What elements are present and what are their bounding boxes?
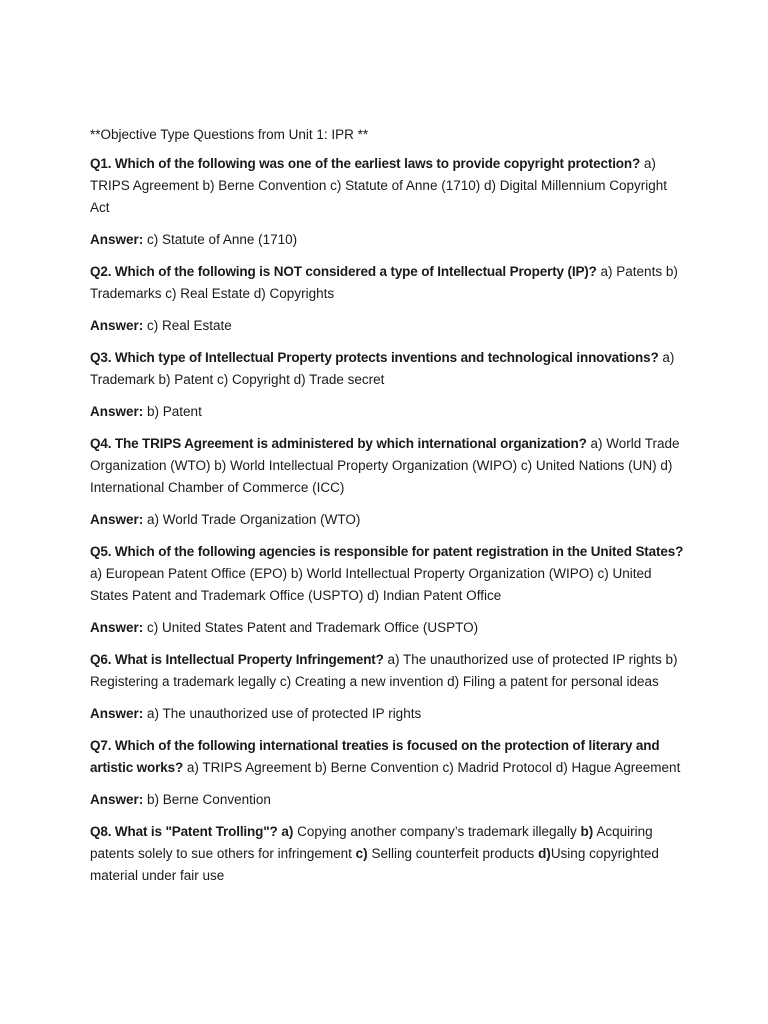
question-text: Q1. Which of the following was one of the earliest laws to provide copyright protection? [90,156,641,171]
answer-text: a) World Trade Organization (WTO) [147,512,361,527]
question-options: a) World Trade Organization (WTO) b) World Intellectual Property Organization (WIPO) c) United Nations (UN) d) International Chamber of Commerce (ICC) [90,436,680,495]
question-text: Q8. What is "Patent Trolling"? [90,824,278,839]
answer-text: b) Patent [147,404,202,419]
answer-text: b) Berne Convention [147,792,271,807]
question-5 [90,541,688,607]
question-2 [90,261,688,305]
answer-label: Answer: [90,620,144,635]
answer-label: Answer: [90,792,144,807]
option-c-text: Selling counterfeit products [371,846,535,861]
answer-3 [90,401,688,423]
answer-1 [90,229,688,251]
question-text: Q6. What is Intellectual Property Infringement? [90,652,384,667]
answer-label: Answer: [90,706,144,721]
answer-4 [90,509,688,531]
question-options: a) Trademark b) Patent c) Copyright d) Trade secret [90,350,675,387]
answer-text: a) The unauthorized use of protected IP rights [147,706,422,721]
answer-label: Answer: [90,318,144,333]
question-text: Q4. The TRIPS Agreement is administered by which international organization? [90,436,587,451]
answer-2 [90,315,688,337]
question-text: Q3. Which type of Intellectual Property protects inventions and technological innovations? [90,350,659,365]
question-7 [90,735,688,779]
question-options: a) TRIPS Agreement b) Berne Convention c) Madrid Protocol d) Hague Agreement [186,760,681,775]
option-d-text: Using copyrighted material under fair use [90,846,659,883]
option-b-text: Acquiring patents solely to sue others for infringement [90,824,653,861]
question-1 [90,153,688,219]
answer-6 [90,703,688,725]
option-c-label: c) [355,846,368,861]
question-options: a) The unauthorized use of protected IP rights b) Registering a trademark legally c) Creating a new invention d) Filing a patent for personal ideas [90,652,678,689]
question-6 [90,649,688,693]
question-options: a) TRIPS Agreement b) Berne Convention c) Statute of Anne (1710) d) Digital Millennium Copyright Act [90,156,668,215]
answer-text: c) Statute of Anne (1710) [147,232,298,247]
option-a-label: a) [281,824,294,839]
option-a-text: Copying another company’s trademark illegally [297,824,577,839]
answer-label: Answer: [90,404,144,419]
question-text: Q5. Which of the following agencies is responsible for patent registration in the United States? [90,544,684,559]
answer-text: c) Real Estate [147,318,232,333]
question-4 [90,433,688,499]
question-options: a) Patents b) Trademarks c) Real Estate d) Copyrights [90,264,678,301]
question-8 [90,821,688,887]
option-b-label: b) [580,824,594,839]
answer-label: Answer: [90,512,144,527]
question-3 [90,347,688,391]
answer-label: Answer: [90,232,144,247]
answer-7 [90,789,688,811]
document-heading: **Objective Type Questions from Unit 1: IPR ** [90,127,369,142]
option-d-label: d) [538,846,551,861]
answer-5 [90,617,688,639]
question-text: Q7. Which of the following international treaties is focused on the protection of literary and artistic works? [90,738,660,775]
question-options: a) European Patent Office (EPO) b) World Intellectual Property Organization (WIPO) c) United States Patent and Trademark Office (USPTO) d) Indian Patent Office [90,566,652,603]
question-text: Q2. Which of the following is NOT considered a type of Intellectual Property (IP)? [90,264,597,279]
answer-text: c) United States Patent and Trademark Office (USPTO) [147,620,479,635]
document-page [90,125,688,897]
